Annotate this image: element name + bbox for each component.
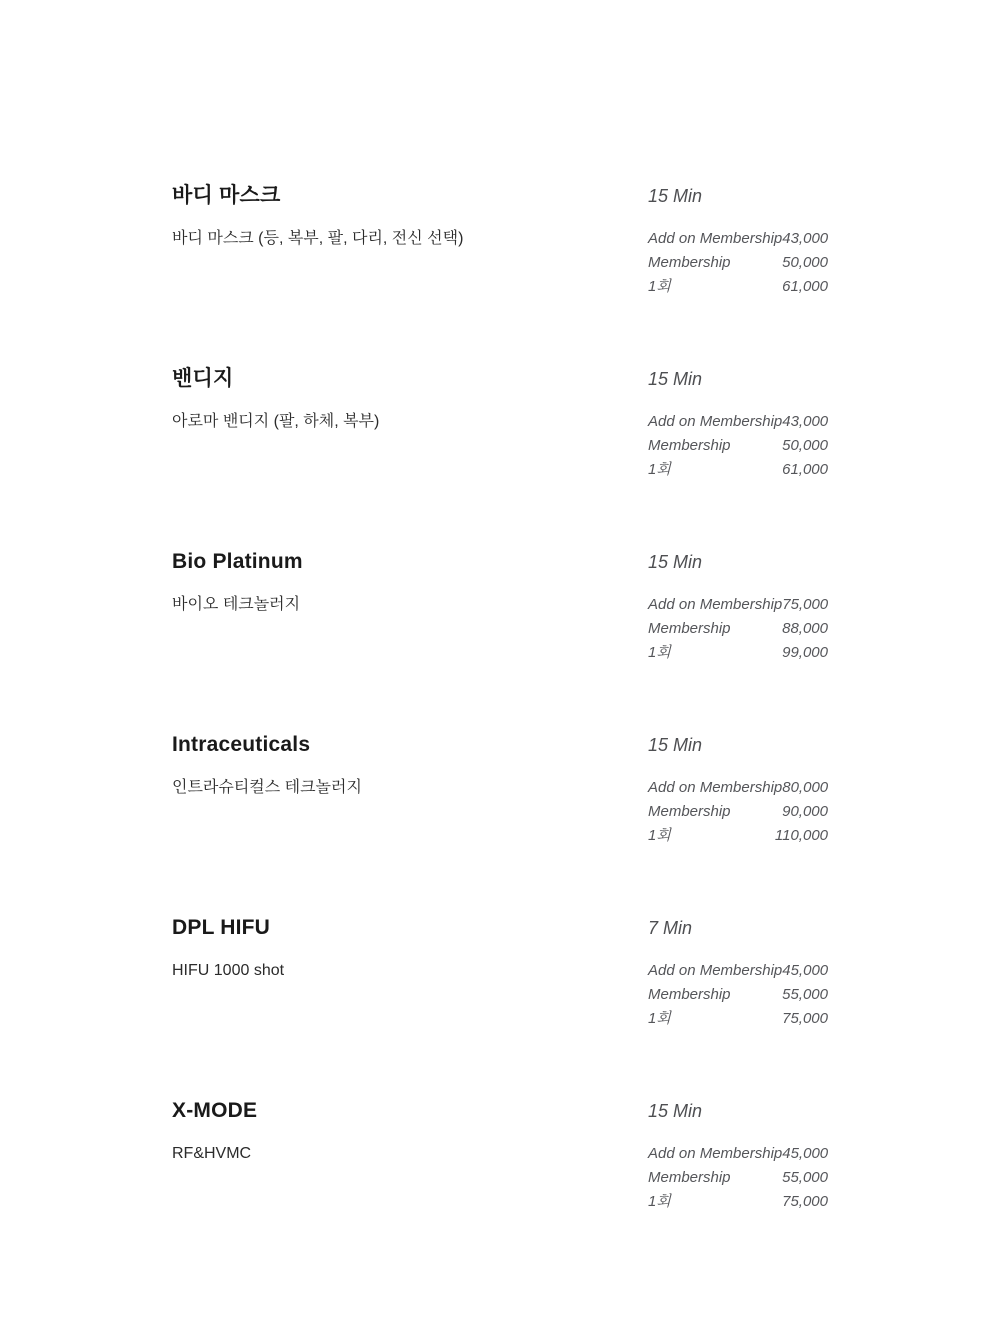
price-value: 50,000 [782, 254, 828, 271]
price-value: 110,000 [774, 827, 828, 844]
price-tier-label: Add on Membership [648, 230, 783, 247]
price-value: 75,000 [782, 1010, 828, 1027]
service-duration: 15 Min [648, 735, 703, 755]
price-tier-label: Add on Membership [648, 596, 783, 613]
price-value: 61,000 [782, 278, 828, 295]
price-row [648, 617, 828, 641]
service-section [172, 1098, 828, 1258]
price-row [648, 1142, 828, 1166]
price-value: 55,000 [782, 1169, 828, 1186]
service-title: Bio Platinum [172, 550, 303, 573]
price-tier-label: Membership [648, 803, 731, 820]
price-rows [648, 593, 828, 665]
service-info [172, 549, 602, 613]
service-description: RF&HVMC [172, 1145, 252, 1162]
price-row [648, 983, 828, 1007]
price-row [648, 1190, 828, 1214]
service-duration: 15 Min [648, 1101, 703, 1121]
price-tier-label: 1회 [648, 827, 671, 844]
price-value: 61,000 [782, 461, 828, 478]
price-rows [648, 410, 828, 482]
service-title: 밴디지 [172, 367, 234, 390]
service-pricing [648, 1098, 829, 1210]
price-row [648, 227, 828, 251]
price-row [648, 434, 828, 458]
service-duration: 15 Min [648, 369, 703, 389]
price-rows [648, 227, 828, 299]
price-rows [648, 1142, 828, 1214]
price-tier-label: Add on Membership [648, 962, 783, 979]
price-row [648, 410, 828, 434]
price-value: 45,000 [782, 962, 829, 979]
price-tier-label: Membership [648, 1169, 731, 1186]
service-pricing [648, 366, 829, 478]
price-row [648, 593, 828, 617]
price-row [648, 800, 828, 824]
service-description: 바디 마스크 (등, 복부, 팔, 다리, 전신 선택) [172, 230, 464, 247]
price-value: 80,000 [782, 779, 829, 796]
price-rows [648, 776, 828, 848]
price-rows [648, 959, 828, 1031]
price-tier-label: 1회 [648, 461, 671, 478]
price-row [648, 458, 828, 482]
service-duration: 7 Min [648, 918, 693, 938]
price-value: 75,000 [782, 596, 829, 613]
price-tier-label: 1회 [648, 1010, 671, 1027]
price-row [648, 641, 828, 665]
price-row [648, 251, 828, 275]
price-tier-label: Add on Membership [648, 779, 783, 796]
price-value: 45,000 [782, 1145, 829, 1162]
price-value: 90,000 [782, 803, 828, 820]
price-row [648, 824, 828, 848]
service-section [172, 732, 828, 892]
price-tier-label: Add on Membership [648, 1145, 783, 1162]
service-info [172, 915, 602, 979]
service-section [172, 366, 828, 526]
price-tier-label: Membership [648, 986, 731, 1003]
price-tier-label: 1회 [648, 1193, 671, 1210]
price-tier-label: Add on Membership [648, 413, 783, 430]
service-info [172, 732, 602, 796]
service-description: 바이오 테크놀러지 [172, 596, 301, 613]
service-pricing [648, 549, 829, 661]
service-duration: 15 Min [648, 186, 703, 206]
service-section [172, 549, 828, 709]
service-info [172, 183, 602, 247]
service-title: DPL HIFU [172, 916, 271, 939]
service-info [172, 366, 602, 430]
service-info [172, 1098, 602, 1162]
price-tier-label: Membership [648, 254, 731, 271]
service-pricing [648, 183, 829, 295]
service-title: X-MODE [172, 1099, 258, 1122]
service-pricing [648, 732, 829, 844]
service-section [172, 915, 828, 1075]
price-tier-label: Membership [648, 437, 731, 454]
service-description: 인트라슈티컬스 테크놀러지 [172, 779, 362, 796]
price-value: 75,000 [782, 1193, 828, 1210]
price-row [648, 776, 828, 800]
price-tier-label: 1회 [648, 644, 671, 661]
service-title: Intraceuticals [172, 733, 311, 756]
price-value: 99,000 [782, 644, 828, 661]
service-description: 아로마 밴디지 (팔, 하체, 복부) [172, 413, 380, 430]
price-row [648, 1166, 828, 1190]
price-value: 43,000 [782, 230, 829, 247]
service-description: HIFU 1000 shot [172, 962, 285, 979]
price-value: 88,000 [782, 620, 828, 637]
price-row [648, 959, 828, 983]
price-tier-label: 1회 [648, 278, 671, 295]
price-value: 43,000 [782, 413, 829, 430]
service-pricing [648, 915, 829, 1027]
price-value: 55,000 [782, 986, 828, 1003]
price-row [648, 1007, 828, 1031]
service-title: 바디 마스크 [172, 184, 281, 207]
price-row [648, 275, 828, 299]
price-value: 50,000 [782, 437, 828, 454]
service-section [172, 183, 828, 343]
price-tier-label: Membership [648, 620, 731, 637]
service-duration: 15 Min [648, 552, 703, 572]
